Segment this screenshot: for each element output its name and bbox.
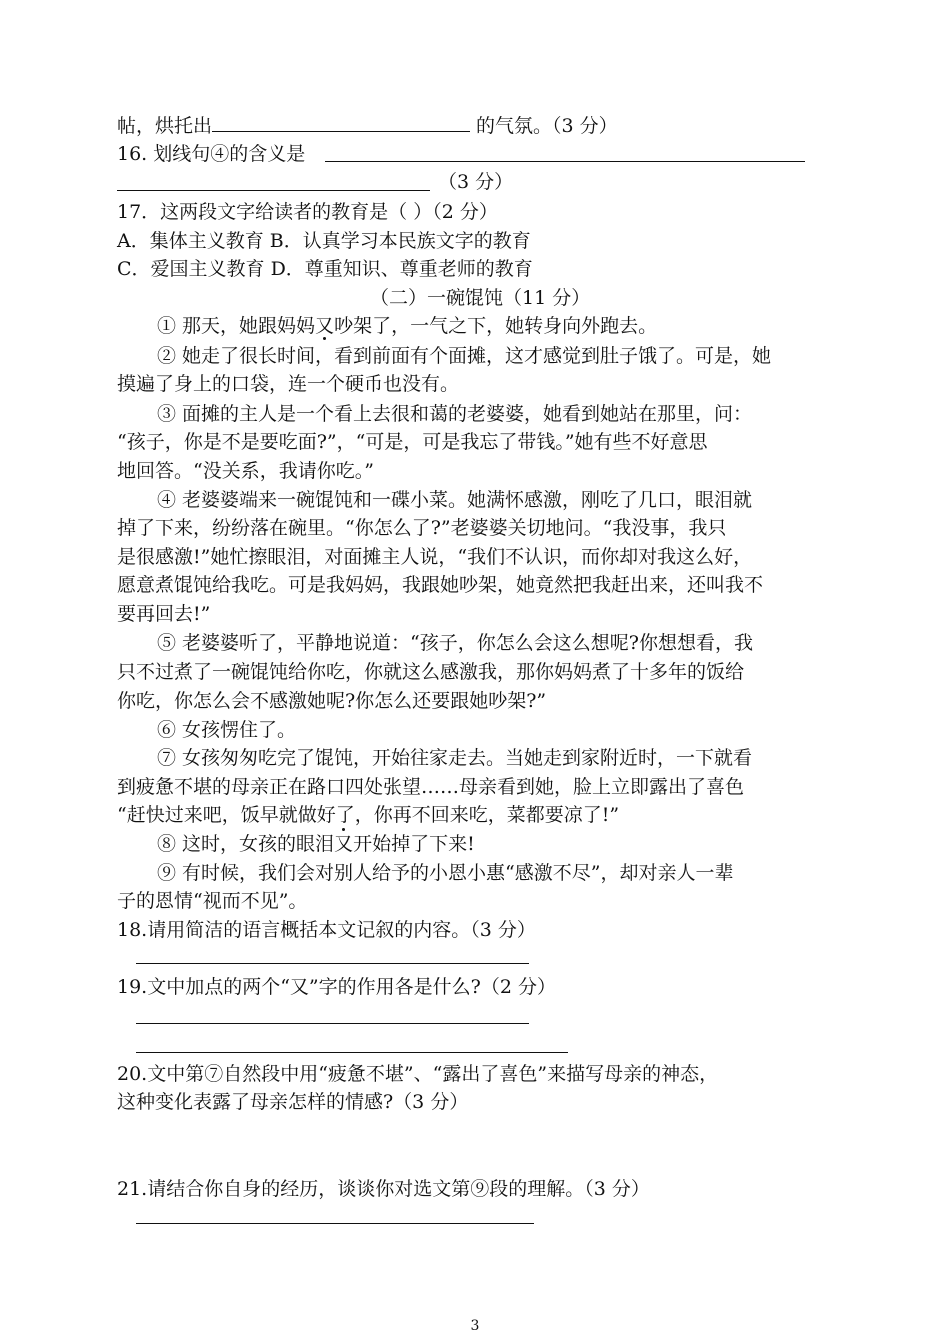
page-number: 3: [470, 1318, 480, 1334]
q15-suffix: 的气氛。（3 分）: [470, 115, 618, 137]
p8-end: 开始掉了下来!: [353, 833, 475, 855]
q16-text: 16. 划线句④的含义是: [117, 143, 306, 165]
paragraph-5-line-2: 只不过煮了一碗馄饨给你吃，你就这么感激我，那你妈妈煮了十多年的饭给: [117, 661, 745, 683]
q16-line: [117, 142, 305, 166]
paragraph-2-line-2: 摸遍了身上的口袋，连一个硬币也没有。: [117, 373, 460, 395]
q18-answer-blank[interactable]: [136, 963, 529, 964]
paragraph-1: [157, 314, 657, 338]
paragraph-4-line-5: 要再回去!”: [117, 603, 211, 625]
paragraph-4-line-2: 掉了下来，纷纷落在碗里。“你怎么了?”老婆婆关切地问。“我没事，我只: [117, 517, 727, 539]
q15-prefix: 帖，烘托出: [117, 115, 213, 137]
paragraph-7-line-2: 到疲惫不堪的母亲正在路口四处张望……母亲看到她，脸上立即露出了喜色: [117, 776, 745, 798]
q15-answer-blank[interactable]: [212, 113, 470, 132]
paragraph-9-line-2: 子的恩情“视而不见”。: [117, 890, 308, 912]
p1-end: 吵架了，一气之下，她转身向外跑去。: [334, 315, 658, 337]
paragraph-3-line-2: “孩子，你是不是要吃面?”，“可是，可是我忘了带钱。”她有些不好意思: [117, 431, 708, 453]
paragraph-9-line-1: ⑨ 有时候，我们会对别人给予的小恩小惠“感激不尽”，却对亲人一辈: [157, 862, 734, 884]
q16-answer-blank-1[interactable]: [325, 161, 805, 162]
paragraph-4-line-1: ④ 老婆婆端来一碗馄饨和一碟小菜。她满怀感激，刚吃了几口，眼泪就: [157, 489, 753, 511]
emphasis-you-2: 又: [334, 833, 354, 855]
q17-options-ab: A．集体主义教育 B．认真学习本民族文字的教育: [117, 230, 531, 252]
paragraph-6: ⑥ 女孩愣住了。: [157, 719, 297, 741]
paragraph-2-line-1: ② 她走了很长时间，看到前面有个面摊，这才感觉到肚子饿了。可是，她: [157, 345, 772, 367]
q19-question: 19.文中加点的两个“又”字的作用各是什么?（2 分）: [117, 976, 556, 998]
p8-start: ⑧ 这时，女孩的眼泪: [157, 833, 335, 855]
paragraph-7-line-3: “赶快过来吧，饭早就做好了，你再不回来吃，菜都要凉了!”: [117, 804, 620, 826]
paragraph-4-line-4: 愿意煮馄饨给我吃。可是我妈妈，我跟她吵架，她竟然把我赶出来，还叫我不: [117, 574, 764, 596]
q20-answer-space[interactable]: [117, 1120, 817, 1170]
emphasis-you-1: 又: [315, 315, 335, 337]
q17-options-cd: C．爱国主义教育 D．尊重知识、尊重老师的教育: [117, 258, 533, 280]
q20-line-1: 20.文中第⑦自然段中用“疲惫不堪”、“露出了喜色”来描写母亲的神态，: [117, 1063, 719, 1085]
q17-question: 17．这两段文字给读者的教育是（ ）（2 分）: [117, 201, 498, 223]
paragraph-5-line-3: 你吃，你怎么会不感激她呢?你怎么还要跟她吵架?”: [117, 690, 547, 712]
paragraph-3-line-1: ③ 面摊的主人是一个看上去很和蔼的老婆婆，她看到她站在那里，问：: [157, 403, 753, 425]
paragraph-4-line-3: 是很感激!”她忙擦眼泪，对面摊主人说，“我们不认识，而你却对我这么好，: [117, 546, 753, 568]
paragraph-8: [157, 832, 475, 856]
q19-answer-blank-1[interactable]: [136, 1023, 529, 1024]
q20-line-2: 这种变化表露了母亲怎样的情感?（3 分）: [117, 1091, 469, 1113]
q15-tail-line: [117, 113, 618, 138]
q21-question: 21.请结合你自身的经历，谈谈你对选文第⑨段的理解。（3 分）: [117, 1178, 650, 1200]
paragraph-3-line-3: 地回答。“没关系，我请你吃。”: [117, 460, 374, 482]
q16-score: （3 分）: [438, 171, 514, 193]
section-title: （二）一碗馄饨（11 分）: [370, 287, 591, 309]
q19-answer-blank-2[interactable]: [136, 1052, 568, 1053]
paragraph-7-line-1: ⑦ 女孩匆匆吃完了馄饨，开始往家走去。当她走到家附近时，一下就看: [157, 747, 753, 769]
q18-question: 18.请用简洁的语言概括本文记叙的内容。（3 分）: [117, 919, 536, 941]
q16-answer-blank-2[interactable]: [117, 190, 430, 191]
q21-answer-blank[interactable]: [136, 1223, 534, 1224]
p1-start: ① 那天，她跟妈妈: [157, 315, 316, 337]
paragraph-5-line-1: ⑤ 老婆婆听了，平静地说道：“孩子，你怎么会这么想呢?你想想看，我: [157, 632, 753, 654]
